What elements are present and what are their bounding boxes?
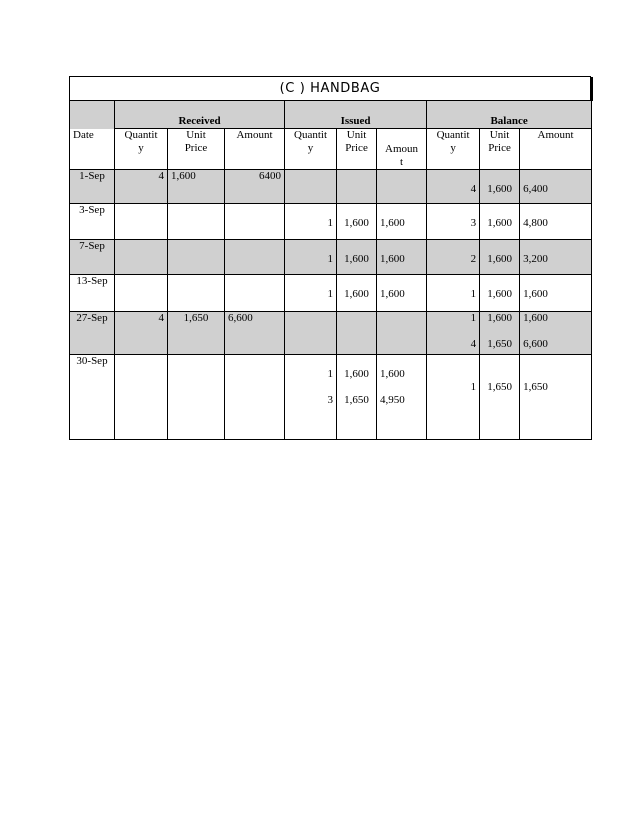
column-header-row	[70, 129, 592, 170]
issued-unit-price	[337, 312, 377, 355]
issued-header: Issued	[285, 101, 427, 129]
received-unit-price	[168, 355, 225, 440]
balance-unit-price: 1,600	[480, 204, 520, 240]
issued-unit-price: 1,600	[337, 204, 377, 240]
row-date: 13-Sep	[70, 275, 115, 312]
issued-quantity: 1 3	[285, 355, 337, 440]
received-unit-price	[168, 240, 225, 275]
table-row	[70, 240, 592, 275]
issued-amount	[377, 170, 427, 204]
received-amount	[225, 275, 285, 312]
balance-quantity: 1	[427, 355, 480, 440]
received-quantity: 4	[115, 312, 168, 355]
issued-quantity: 1	[285, 240, 337, 275]
received-unit-price: 1,600	[168, 170, 225, 204]
balance-quantity: 3	[427, 204, 480, 240]
received-unit-price	[168, 275, 225, 312]
balance-amount: 6,400	[520, 170, 592, 204]
issued-unit-price: 1,600	[337, 275, 377, 312]
balance-amount-header: Amount	[520, 129, 592, 170]
issued-amount	[377, 312, 427, 355]
group-header-row	[70, 101, 592, 129]
received-quantity	[115, 355, 168, 440]
received-amount-header: Amount	[225, 129, 285, 170]
row-date: 7-Sep	[70, 240, 115, 275]
received-unit-price: 1,650	[168, 312, 225, 355]
date-header-top	[70, 101, 115, 129]
balance-unit-price: 1,600 1,650	[480, 312, 520, 355]
received-unit-price	[168, 204, 225, 240]
row-date: 30-Sep	[70, 355, 115, 440]
row-date: 1-Sep	[70, 170, 115, 204]
balance-amount: 4,800	[520, 204, 592, 240]
issued-amount: 1,600	[377, 275, 427, 312]
balance-unit-price: 1,600	[480, 170, 520, 204]
table-row	[70, 170, 592, 204]
received-quantity	[115, 275, 168, 312]
issued-unit-price-header: Unit Price	[337, 129, 377, 170]
date-header: Date	[70, 129, 115, 170]
ledger-table	[69, 100, 592, 440]
issued-amount: 1,600	[377, 204, 427, 240]
balance-amount: 1,600 6,600	[520, 312, 592, 355]
balance-quantity: 2	[427, 240, 480, 275]
ledger-title: (C ) HANDBAG	[69, 76, 591, 100]
balance-quantity: 1 4	[427, 312, 480, 355]
received-amount: 6400	[225, 170, 285, 204]
received-unit-price-header: Unit Price	[168, 129, 225, 170]
received-amount	[225, 204, 285, 240]
received-quantity: 4	[115, 170, 168, 204]
issued-quantity	[285, 312, 337, 355]
received-quantity-header: Quantit y	[115, 129, 168, 170]
balance-unit-price: 1,650	[480, 355, 520, 440]
issued-amount: 1,600	[377, 240, 427, 275]
table-row	[70, 204, 592, 240]
received-amount: 6,600	[225, 312, 285, 355]
issued-quantity: 1	[285, 204, 337, 240]
balance-unit-price-header: Unit Price	[480, 129, 520, 170]
table-row	[70, 355, 592, 440]
balance-amount: 3,200	[520, 240, 592, 275]
issued-unit-price	[337, 170, 377, 204]
received-quantity	[115, 240, 168, 275]
received-amount	[225, 240, 285, 275]
balance-amount: 1,650	[520, 355, 592, 440]
table-row	[70, 275, 592, 312]
issued-amount: 1,600 4,950	[377, 355, 427, 440]
row-date: 27-Sep	[70, 312, 115, 355]
row-date: 3-Sep	[70, 204, 115, 240]
balance-quantity-header: Quantit y	[427, 129, 480, 170]
received-quantity	[115, 204, 168, 240]
issued-quantity	[285, 170, 337, 204]
balance-unit-price: 1,600	[480, 275, 520, 312]
issued-quantity-header: Quantit y	[285, 129, 337, 170]
balance-header: Balance	[427, 101, 592, 129]
issued-unit-price: 1,600	[337, 240, 377, 275]
balance-quantity: 1	[427, 275, 480, 312]
received-header: Received	[115, 101, 285, 129]
stock-ledger	[69, 76, 591, 440]
issued-amount-header: Amoun t	[377, 129, 427, 170]
issued-quantity: 1	[285, 275, 337, 312]
balance-amount: 1,600	[520, 275, 592, 312]
balance-unit-price: 1,600	[480, 240, 520, 275]
received-amount	[225, 355, 285, 440]
issued-unit-price: 1,600 1,650	[337, 355, 377, 440]
table-row	[70, 312, 592, 355]
balance-quantity: 4	[427, 170, 480, 204]
